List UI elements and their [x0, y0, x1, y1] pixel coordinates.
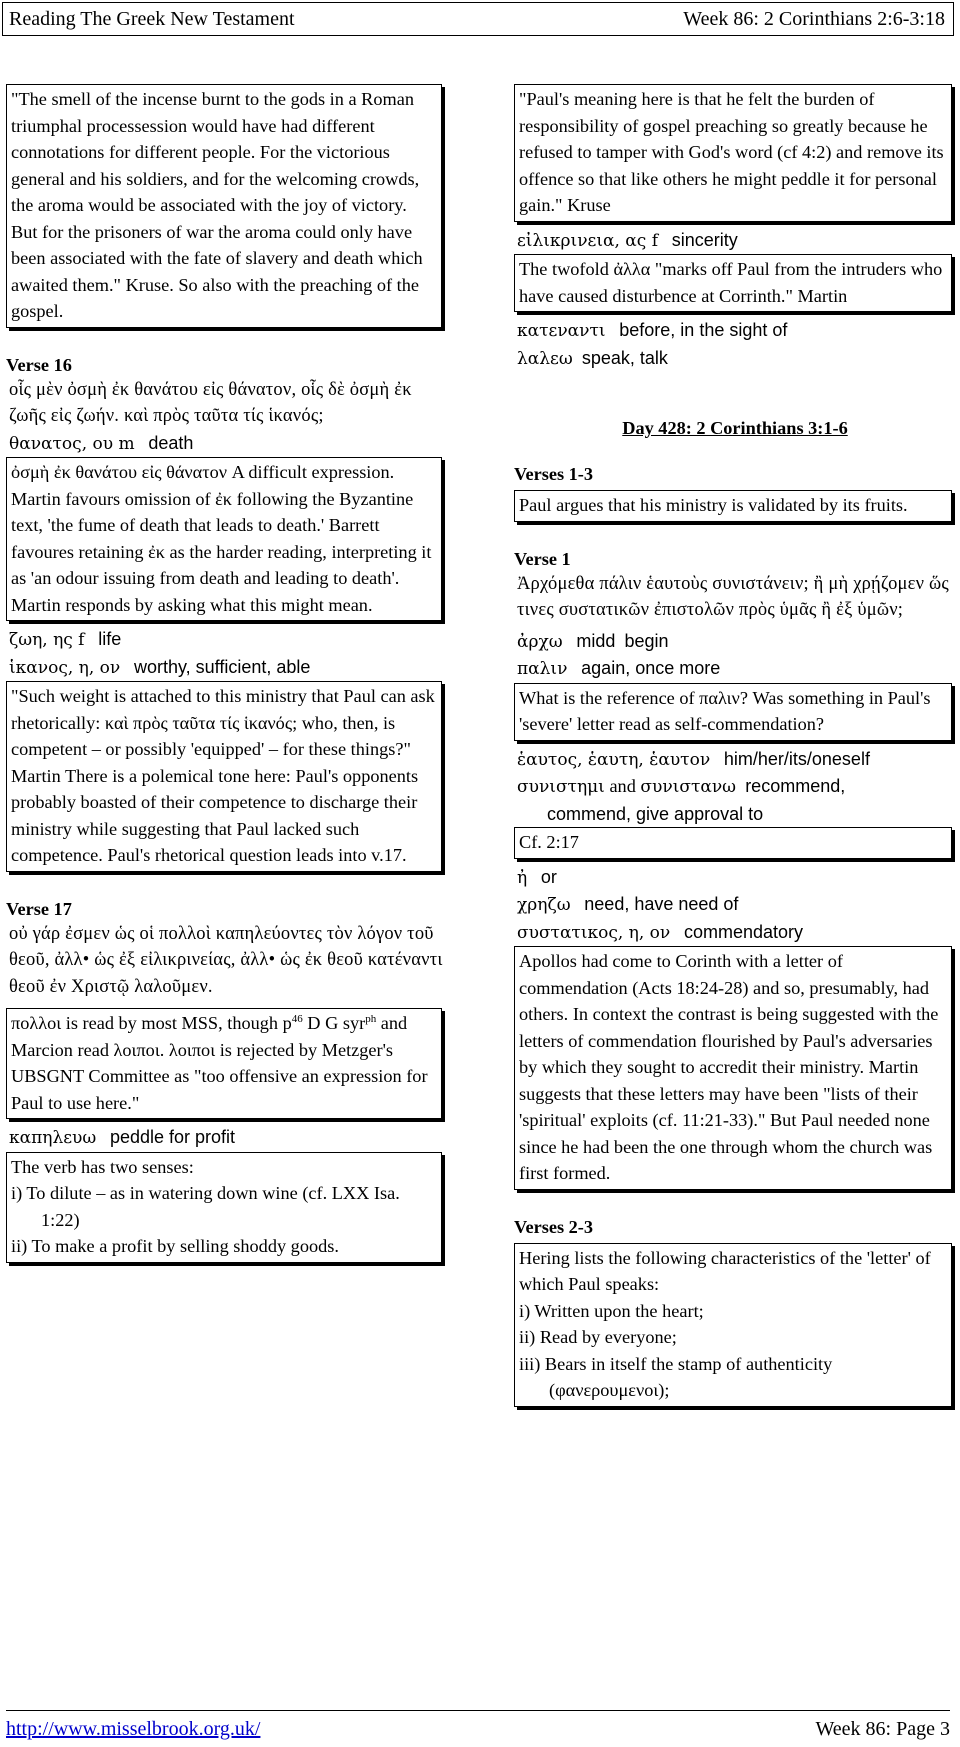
vocab-english: death: [148, 432, 194, 453]
ministry-validated-box: Paul argues that his ministry is validated by its fruits.: [514, 490, 952, 522]
vocab-english: peddle for profit: [109, 1127, 236, 1147]
vocab-greek: χρηζω: [517, 895, 571, 915]
vocab-kapeleuo: [6, 1124, 446, 1152]
vocab-synistemi: [514, 773, 956, 827]
day-heading: Day 428: 2 Corinthians 3:1-6: [622, 418, 848, 438]
page-header: [2, 2, 954, 36]
header-title: Reading The Greek New Testament: [9, 8, 295, 30]
verse-17-heading: Verse 17: [6, 898, 72, 919]
note-text: "marks off Paul from the intruders who have caused disturbence at Corrinth." Martin: [519, 259, 943, 306]
footer-page-number: Week 86: Page 3: [815, 1718, 950, 1740]
page-footer: [6, 1710, 950, 1745]
right-column: [514, 84, 956, 1412]
vocab-english: or: [540, 866, 557, 887]
vocab-thanatos: [6, 430, 446, 458]
vocab-greek: ἠ: [517, 867, 528, 888]
apollos-box: Apollos had come to Corinth with a letter of commendation (Acts 18:24-28) and so, presumably, had others. In context the contrast is being suggested with the letters of commendation flourished by Paul's adversaries by which they sought to accredit their ministry. Martin suggests that these letters may have been "lists of their 'spiritual' exploits (cf. 11:21-33)." But Paul needed none since he had been the one through whom the church was first formed.: [514, 946, 952, 1190]
note-text: as the harder reading, interpreting it as 'an odour issuing from death and leading to death'. Martin responds by asking what this might mean.: [11, 541, 432, 615]
list-item: i) Written upon the heart;: [519, 1300, 704, 1321]
note-text: D G syr: [302, 1013, 366, 1033]
vocab-heautos: [514, 746, 956, 774]
header-week-passage: Week 86: 2 Corinthians 2:6-3:18: [683, 8, 945, 30]
note-greek: παλιν: [699, 687, 740, 708]
twofold-alla-box: [514, 254, 952, 312]
box-intro: Hering lists the following characteristics of the 'letter' of which Paul speaks:: [519, 1247, 931, 1294]
vocab-english: again, once more: [581, 658, 721, 678]
kruse-meaning-box: "Paul's meaning here is that he felt the burden of responsibility of gospel preaching so greatly because he refused to tamper with God's word (cf 4:2) and remove its offence so that like others he might peddle it for personal gain." Kruse: [514, 84, 952, 222]
vocab-english: recommend,: [745, 776, 846, 796]
note-greek: λοιποι.: [113, 1039, 165, 1060]
vocab-english: need, have need of: [584, 894, 739, 914]
verse-16-heading: Verse 16: [6, 354, 72, 375]
note-text: A difficult expression. Martin favours omission of: [11, 462, 395, 509]
vocab-katenanti: [514, 317, 956, 345]
verse-17-greek: οὐ γάρ ἐσμεν ὡς οἱ πολλοὶ καπηλεύοντες τὸν λόγον τοῦ θεοῦ, ἀλλ• ὡς ἐξ εἰλικρινείας, ἀλλ• ὡς ἐκ θεοῦ κατέναντι θεοῦ ἐν Χριστῷ λαλοῦμεν.: [9, 923, 443, 997]
vocab-greek: ζωη, ης f: [9, 630, 85, 650]
osme-note-box: [6, 457, 442, 621]
vocab-english: sincerity: [671, 229, 738, 250]
vocab-zoe: [6, 626, 446, 654]
vocab-greek: καπηλευω: [9, 1128, 97, 1148]
left-column: [6, 84, 446, 1268]
note-greek: καὶ πρὸς ταῦτα τίς ἱκανός;: [104, 712, 298, 733]
note-greek: ὀσμὴ ἐκ θανάτου εἰς θάνατον: [11, 462, 228, 482]
vocab-english: life: [98, 629, 122, 649]
note-text: What is the reference of: [519, 687, 700, 708]
note-text: ? Was something in Paul's 'severe' letter read as self-commendation?: [519, 687, 931, 734]
list-item: ii) To make a profit by selling shoddy goods.: [11, 1236, 339, 1256]
vocab-greek: συνιστανω: [640, 777, 737, 797]
vocab-english: commend, give approval to: [547, 803, 764, 824]
list-item: ii) Read by everyone;: [519, 1327, 677, 1347]
superscript: ph: [365, 1012, 377, 1025]
note-text: following the Byzantine text, 'the fume of death that leads to death.' Barrett favoures retaining: [11, 488, 414, 562]
list-greek: (φανερουμενοι);: [549, 1380, 670, 1400]
verse-1-greek: Ἀρχόμεθα πάλιν ἑαυτοὺς συνιστάνειν; ἢ μὴ χρῄζομεν ὥς τινες συστατικῶν ἐπιστολῶν πρὸς ὑμᾶς ἢ ἐξ ὑμῶν;: [517, 573, 949, 620]
box-intro: The verb has two senses:: [11, 1156, 194, 1177]
note-greek: ἐκ: [148, 541, 165, 562]
vocab-greek: κατεναντι: [517, 321, 606, 341]
vocab-greek: ἀρχω: [517, 631, 563, 652]
note-text: is read by most MSS, though p: [61, 1013, 292, 1033]
kruse-quote-box: "The smell of the incense burnt to the gods in a Roman triumphal processession would have had different connotations for different people. For the victorious general and his soldiers, and for the welcoming crowds, the aroma would be associated with the joy of victory. But for the prisoners of war the aroma could only have been associated with the fate of slavery and death which awaited them." Kruse. So also with the preaching of the gospel.: [6, 84, 442, 328]
vocab-and: and: [609, 776, 636, 796]
note-text: The twofold: [519, 259, 614, 279]
vocab-e: [514, 864, 956, 892]
vocab-english: worthy, sufficient, able: [133, 656, 311, 677]
vocab-palin: [514, 655, 956, 683]
note-greek: ἐκ: [215, 488, 233, 509]
vocab-greek: συστατικος, η, ον: [517, 922, 671, 943]
verses-2-3-heading: Verses 2-3: [514, 1216, 594, 1237]
vocab-laleo: [514, 345, 956, 373]
note-greek: πολλοι: [11, 1013, 62, 1033]
footer-url-link[interactable]: http://www.misselbrook.org.uk/: [6, 1718, 261, 1740]
note-text: is rejected by Metzger's UBSGNT Committee as "too offensive an expression for Paul to use here.": [11, 1039, 428, 1113]
vocab-archo: [514, 628, 956, 656]
note-greek: λοιποι: [164, 1039, 216, 1060]
palin-question-box: [514, 683, 952, 741]
verses-1-3-heading: Verses 1-3: [514, 464, 594, 484]
note-text: who, then, is competent – or possibly 'equipped' – for these things?" Martin There is a polemical tone here: Paul's opponents probably boasted of their competence to discharge their ministry while suggesting that Paul lacked such competence. Paul's rhetorical question leads into v.17.: [11, 712, 419, 865]
vocab-english: commendatory: [683, 921, 804, 942]
vocab-english: him/her/its/oneself: [723, 748, 870, 769]
verse-16-greek: οἷς μὲν ὀσμὴ ἐκ θανάτου εἰς θάνατον, οἷς δὲ ὀσμὴ ἐκ ζωῆς εἰς ζωήν. καὶ πρὸς ταῦτα τίς ἱκανός;: [9, 379, 412, 426]
list-item: iii) Bears in itself the stamp of authenticity: [519, 1353, 833, 1374]
vocab-voice: midd: [576, 630, 616, 651]
vocab-greek: ἱκανος, η, ον: [9, 657, 121, 678]
vocab-english: before, in the sight of: [619, 320, 788, 340]
vocab-greek: θανατος, ου m: [9, 433, 135, 454]
hering-list-box: [514, 1243, 952, 1407]
vocab-chrezo: [514, 891, 956, 919]
verb-senses-box: [6, 1152, 442, 1263]
note-greek: ἀλλα: [613, 259, 651, 279]
superscript: 46: [291, 1012, 303, 1025]
polloi-note-box: [6, 1008, 442, 1119]
cf-box: Cf. 2:17: [514, 827, 952, 859]
vocab-hikanos: [6, 654, 446, 682]
verse-1-heading: Verse 1: [514, 548, 571, 569]
vocab-greek: συνιστημι: [517, 777, 605, 797]
vocab-english: speak, talk: [581, 347, 668, 368]
vocab-greek: λαλεω: [517, 348, 573, 369]
vocab-greek: παλιν: [517, 659, 568, 679]
vocab-english: begin: [624, 630, 669, 651]
vocab-systatikos: [514, 919, 956, 947]
note-text: and Marcion read: [11, 1013, 408, 1060]
vocab-eilikrineia: [514, 227, 956, 255]
weight-quote-box: [6, 681, 442, 872]
note-text: "Such weight is attached to this ministry that Paul can ask rhetorically:: [11, 686, 435, 733]
list-item: i) To dilute – as in watering down wine (cf. LXX Isa. 1:22): [11, 1183, 400, 1230]
vocab-greek: ἑαυτος, ἑαυτη, ἑαυτον: [517, 749, 711, 770]
vocab-greek: εἰλικρινεια, ας f: [517, 230, 658, 251]
